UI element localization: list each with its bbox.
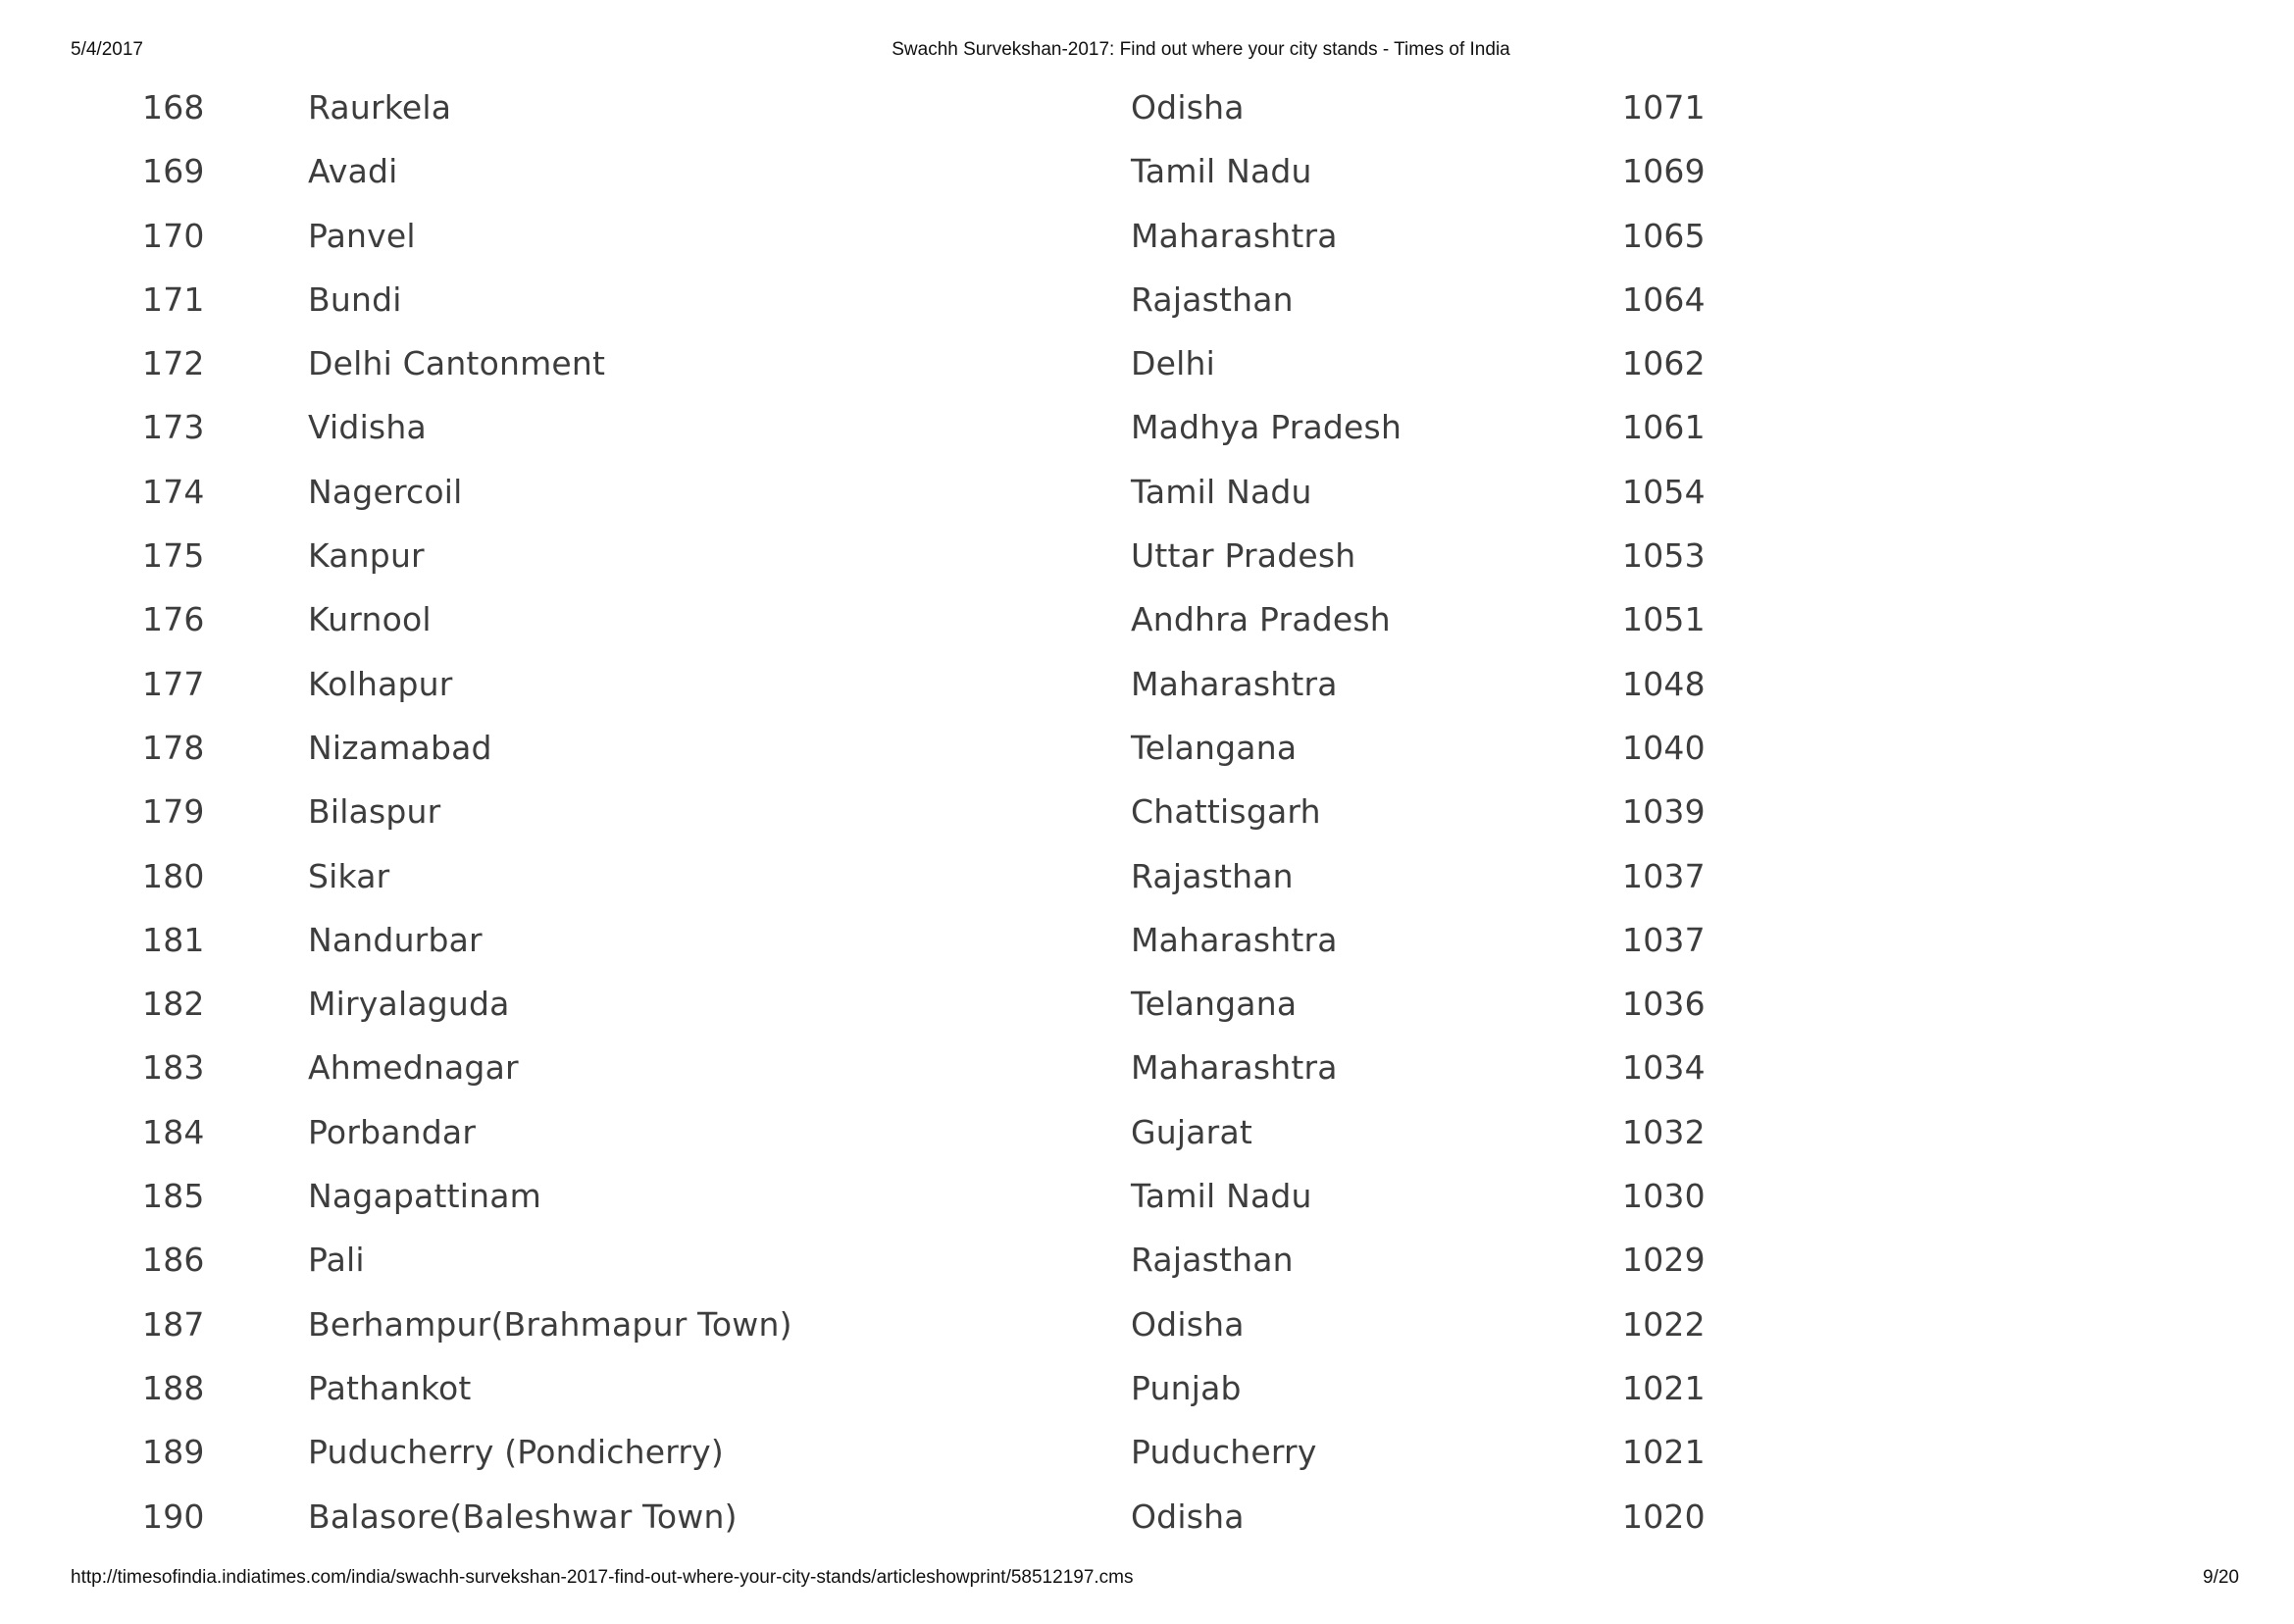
rank-cell: 178 bbox=[142, 728, 205, 767]
state-cell: Odisha bbox=[1131, 1497, 1245, 1536]
state-cell: Rajasthan bbox=[1131, 1241, 1294, 1280]
print-date: 5/4/2017 bbox=[71, 39, 143, 60]
rank-cell: 184 bbox=[142, 1112, 205, 1151]
score-cell: 1048 bbox=[1622, 664, 1706, 703]
city-cell: Nandurbar bbox=[308, 920, 483, 959]
table-row bbox=[0, 465, 2294, 529]
state-cell: Odisha bbox=[1131, 1304, 1245, 1344]
rank-cell: 172 bbox=[142, 344, 205, 383]
score-cell: 1021 bbox=[1622, 1368, 1706, 1407]
page-title: Swachh Survekshan-2017: Find out where your city stands - Times of India bbox=[892, 39, 1510, 60]
score-cell: 1039 bbox=[1622, 792, 1706, 832]
state-cell: Rajasthan bbox=[1131, 279, 1294, 319]
city-cell: Porbandar bbox=[308, 1112, 477, 1151]
table-row bbox=[0, 336, 2294, 400]
score-cell: 1062 bbox=[1622, 344, 1706, 383]
table-row bbox=[0, 1425, 2294, 1489]
city-cell: Bilaspur bbox=[308, 792, 441, 832]
table-row bbox=[0, 1040, 2294, 1104]
table-row bbox=[0, 913, 2294, 977]
state-cell: Odisha bbox=[1131, 88, 1245, 127]
table-row bbox=[0, 592, 2294, 656]
rank-cell: 171 bbox=[142, 279, 205, 319]
table-row bbox=[0, 1105, 2294, 1169]
rank-cell: 181 bbox=[142, 920, 205, 959]
score-cell: 1021 bbox=[1622, 1433, 1706, 1472]
rank-cell: 183 bbox=[142, 1048, 205, 1088]
city-cell: Panvel bbox=[308, 216, 416, 255]
score-cell: 1065 bbox=[1622, 216, 1706, 255]
rank-cell: 170 bbox=[142, 216, 205, 255]
table-row bbox=[0, 273, 2294, 336]
print-header bbox=[0, 39, 2294, 69]
state-cell: Maharashtra bbox=[1131, 920, 1338, 959]
rank-cell: 173 bbox=[142, 408, 205, 447]
city-cell: Nagapattinam bbox=[308, 1177, 541, 1216]
city-cell: Kurnool bbox=[308, 600, 432, 639]
rank-cell: 188 bbox=[142, 1368, 205, 1407]
table-row bbox=[0, 1297, 2294, 1361]
score-cell: 1020 bbox=[1622, 1497, 1706, 1536]
table-row bbox=[0, 785, 2294, 848]
rank-cell: 180 bbox=[142, 856, 205, 895]
state-cell: Madhya Pradesh bbox=[1131, 408, 1402, 447]
state-cell: Punjab bbox=[1131, 1368, 1242, 1407]
score-cell: 1029 bbox=[1622, 1241, 1706, 1280]
city-cell: Nizamabad bbox=[308, 728, 492, 767]
state-cell: Puducherry bbox=[1131, 1433, 1317, 1472]
state-cell: Tamil Nadu bbox=[1131, 1177, 1312, 1216]
city-cell: Nagercoil bbox=[308, 472, 463, 511]
rank-cell: 185 bbox=[142, 1177, 205, 1216]
score-cell: 1071 bbox=[1622, 88, 1706, 127]
city-ranking-table bbox=[0, 80, 2294, 1553]
rank-cell: 177 bbox=[142, 664, 205, 703]
city-cell: Vidisha bbox=[308, 408, 427, 447]
state-cell: Telangana bbox=[1131, 985, 1298, 1024]
score-cell: 1036 bbox=[1622, 985, 1706, 1024]
score-cell: 1032 bbox=[1622, 1112, 1706, 1151]
score-cell: 1051 bbox=[1622, 600, 1706, 639]
table-row bbox=[0, 1233, 2294, 1296]
page-number: 9/20 bbox=[2203, 1567, 2239, 1588]
score-cell: 1037 bbox=[1622, 920, 1706, 959]
print-footer bbox=[0, 1567, 2294, 1597]
state-cell: Chattisgarh bbox=[1131, 792, 1321, 832]
rank-cell: 168 bbox=[142, 88, 205, 127]
score-cell: 1069 bbox=[1622, 152, 1706, 191]
city-cell: Sikar bbox=[308, 856, 390, 895]
table-row bbox=[0, 144, 2294, 208]
city-cell: Puducherry (Pondicherry) bbox=[308, 1433, 724, 1472]
table-row bbox=[0, 1361, 2294, 1425]
city-cell: Bundi bbox=[308, 279, 402, 319]
table-row bbox=[0, 209, 2294, 273]
score-cell: 1022 bbox=[1622, 1304, 1706, 1344]
city-cell: Delhi Cantonment bbox=[308, 344, 606, 383]
table-row bbox=[0, 977, 2294, 1040]
rank-cell: 186 bbox=[142, 1241, 205, 1280]
rank-cell: 189 bbox=[142, 1433, 205, 1472]
state-cell: Rajasthan bbox=[1131, 856, 1294, 895]
state-cell: Maharashtra bbox=[1131, 664, 1338, 703]
city-cell: Kolhapur bbox=[308, 664, 453, 703]
city-cell: Avadi bbox=[308, 152, 398, 191]
state-cell: Tamil Nadu bbox=[1131, 472, 1312, 511]
table-row bbox=[0, 1490, 2294, 1553]
city-cell: Pali bbox=[308, 1241, 365, 1280]
city-cell: Balasore(Baleshwar Town) bbox=[308, 1497, 738, 1536]
state-cell: Gujarat bbox=[1131, 1112, 1253, 1151]
score-cell: 1034 bbox=[1622, 1048, 1706, 1088]
city-cell: Pathankot bbox=[308, 1368, 472, 1407]
state-cell: Maharashtra bbox=[1131, 216, 1338, 255]
rank-cell: 169 bbox=[142, 152, 205, 191]
table-row bbox=[0, 849, 2294, 913]
source-url: http://timesofindia.indiatimes.com/india/swachh-survekshan-2017-find-out-where-your-city-stands/articleshowprint/58512197.cms bbox=[71, 1567, 1134, 1588]
score-cell: 1061 bbox=[1622, 408, 1706, 447]
rank-cell: 175 bbox=[142, 536, 205, 576]
state-cell: Maharashtra bbox=[1131, 1048, 1338, 1088]
table-row bbox=[0, 529, 2294, 592]
city-cell: Kanpur bbox=[308, 536, 425, 576]
rank-cell: 190 bbox=[142, 1497, 205, 1536]
score-cell: 1054 bbox=[1622, 472, 1706, 511]
table-row bbox=[0, 721, 2294, 785]
score-cell: 1030 bbox=[1622, 1177, 1706, 1216]
state-cell: Delhi bbox=[1131, 344, 1215, 383]
rank-cell: 179 bbox=[142, 792, 205, 832]
city-cell: Ahmednagar bbox=[308, 1048, 519, 1088]
rank-cell: 187 bbox=[142, 1304, 205, 1344]
city-cell: Berhampur(Brahmapur Town) bbox=[308, 1304, 792, 1344]
table-row bbox=[0, 80, 2294, 144]
rank-cell: 174 bbox=[142, 472, 205, 511]
city-cell: Raurkela bbox=[308, 88, 452, 127]
state-cell: Tamil Nadu bbox=[1131, 152, 1312, 191]
score-cell: 1037 bbox=[1622, 856, 1706, 895]
state-cell: Uttar Pradesh bbox=[1131, 536, 1356, 576]
rank-cell: 182 bbox=[142, 985, 205, 1024]
state-cell: Andhra Pradesh bbox=[1131, 600, 1391, 639]
table-row bbox=[0, 1169, 2294, 1233]
table-row bbox=[0, 657, 2294, 721]
rank-cell: 176 bbox=[142, 600, 205, 639]
city-cell: Miryalaguda bbox=[308, 985, 510, 1024]
state-cell: Telangana bbox=[1131, 728, 1298, 767]
score-cell: 1053 bbox=[1622, 536, 1706, 576]
table-row bbox=[0, 400, 2294, 464]
score-cell: 1064 bbox=[1622, 279, 1706, 319]
score-cell: 1040 bbox=[1622, 728, 1706, 767]
